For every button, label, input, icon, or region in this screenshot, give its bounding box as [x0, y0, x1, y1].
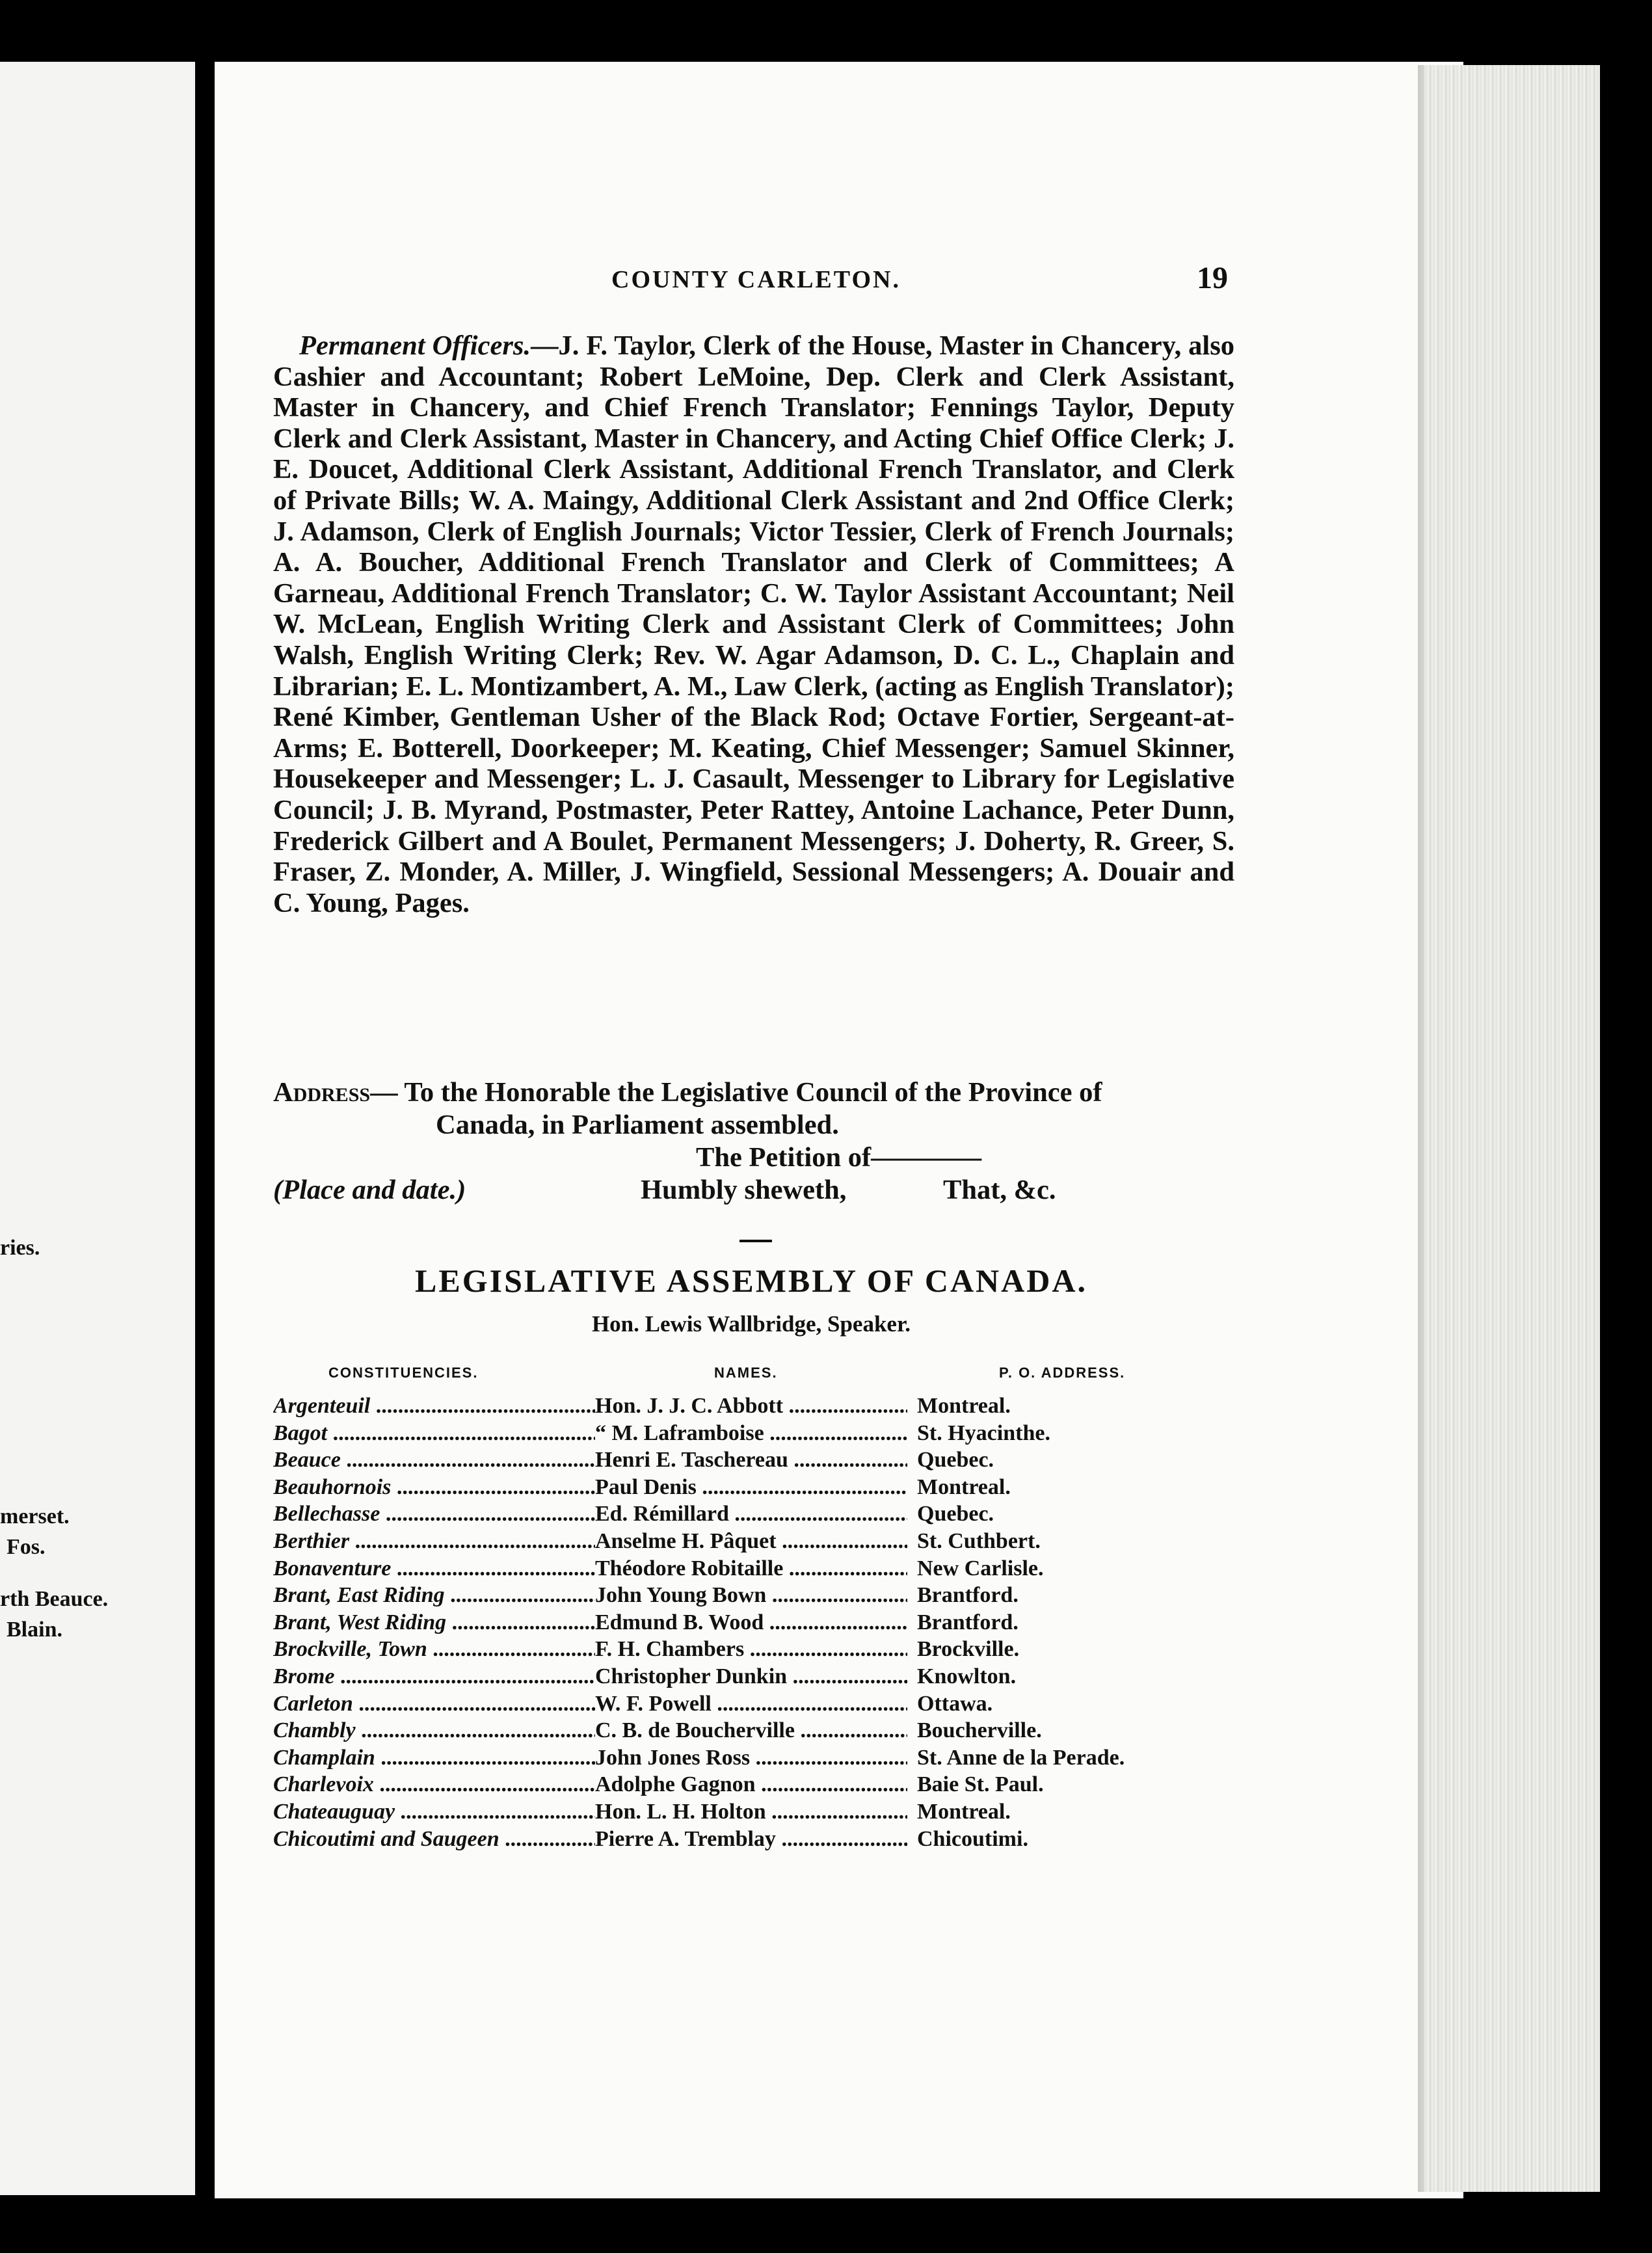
address-text: — To the Honorable the Legislative Council of the Province of: [370, 1077, 1102, 1108]
post-office: Brantford.: [917, 1610, 1019, 1634]
post-office: St. Hyacinthe.: [917, 1420, 1050, 1445]
table-row: [273, 1394, 1197, 1421]
post-office: Montreal.: [917, 1474, 1011, 1499]
left-page-fragment: [0, 62, 195, 2195]
address-form: [273, 1076, 1242, 1206]
constituency: Beauhornois: [273, 1474, 392, 1499]
post-office: Knowlton.: [917, 1664, 1017, 1688]
post-office: Quebec.: [917, 1502, 994, 1526]
constituency: Bagot: [273, 1420, 328, 1445]
table-row: [273, 1718, 1197, 1746]
officers-text: —J. F. Taylor, Clerk of the House, Master in Chancery, also Cashier and Accountant; Robert LeMoine, Dep. Clerk and Clerk Assistant, Master in Chancery, and Chief French Translator; Fennings Taylor, Deputy Clerk and Clerk Assistant, Master in Chancery, and Acting Chief Office Clerk; J. E. Doucet, Additional Clerk Assistant, Additional French Translator, and Clerk of Private Bills; W. A. Maingy, Additional Clerk Assistant and 2nd Office Clerk; J. Adamson, Clerk of English Journals; Victor Tessier, Clerk of French Journals; A. A. Boucher, Additional French Translator and Clerk of Committees; A Garneau, Additional French Translator; C. W. Taylor Assistant Accountant; Neil W. McLean, English Writing Clerk and Assistant Clerk of Committees; John Walsh, English Writing Clerk; Rev. W. Agar Adamson, D. C. L., Chaplain and Librarian; E. L. Montizambert, A. M., Law Clerk, (acting as English Translator); René Kimber, Gentleman Usher of the Black Rod; Octave Fortier, Sergeant-at-Arms; E. Botterell, Doorkeeper; M. Keating, Chief Messenger; Samuel Skinner, Housekeeper and Messenger; L. J. Casault, Messenger to Library for Legislative Council; J. B. Myrand, Postmaster, Peter Rattey, Antoine Lachance, Peter Dunn, Frederick Gilbert and A Boulet, Permanent Messengers; J. Doherty, R. Greer, S. Fraser, Z. Monder, A. Miller, J. Wingfield, Sessional Messengers; A. Douair and C. Young, Pages.: [273, 330, 1234, 918]
petition-line: The Petition of————: [696, 1142, 982, 1173]
constituency: Argenteuil: [273, 1394, 371, 1418]
post-office: Brockville.: [917, 1637, 1020, 1662]
post-office: Boucherville.: [917, 1718, 1042, 1743]
table-row: [273, 1502, 1197, 1529]
place-and-date: (Place and date.): [273, 1175, 466, 1205]
permanent-officers-paragraph: [273, 330, 1234, 918]
post-office: Baie St. Paul.: [917, 1772, 1044, 1797]
member-name: Hon. L. H. Holton: [595, 1799, 766, 1824]
post-office: Ottawa.: [917, 1691, 993, 1716]
post-office: Brantford.: [917, 1583, 1019, 1608]
constituency: Chateauguay: [273, 1799, 395, 1824]
assembly-speaker: Hon. Lewis Wallbridge, Speaker.: [591, 1311, 911, 1337]
column-header-names: NAMES.: [714, 1365, 778, 1381]
member-name: C. B. de Boucherville: [595, 1718, 795, 1743]
constituency: Brant, East Riding: [273, 1583, 445, 1608]
member-name: Théodore Robitaille: [595, 1556, 784, 1580]
table-row: [273, 1637, 1197, 1664]
table-row: [273, 1772, 1197, 1800]
table-row: [273, 1583, 1197, 1610]
member-name: Adolphe Gagnon: [595, 1772, 756, 1797]
member-name: Edmund B. Wood: [595, 1610, 764, 1634]
book-page-edges: [1424, 65, 1600, 2192]
constituency: Brockville, Town: [273, 1637, 427, 1662]
constituency: Carleton: [273, 1691, 353, 1716]
address-line-1: [273, 1076, 1242, 1109]
member-name: F. H. Chambers: [595, 1637, 745, 1662]
constituency: Chambly: [273, 1718, 356, 1743]
post-office: St. Anne de la Perade.: [917, 1745, 1125, 1770]
left-page-text: Fos.: [7, 1535, 46, 1559]
address-label: Address: [273, 1077, 371, 1108]
post-office: St. Cuthbert.: [917, 1528, 1041, 1553]
member-name: Ed. Rémillard: [595, 1502, 729, 1526]
column-header-constituencies: CONSTITUENCIES.: [328, 1365, 479, 1381]
table-row: [273, 1664, 1197, 1692]
table-row: [273, 1556, 1197, 1584]
member-name: John Young Bown: [595, 1583, 767, 1608]
section-divider: [739, 1240, 772, 1242]
constituency: Brome: [273, 1664, 335, 1688]
member-name: Pierre A. Tremblay: [595, 1826, 776, 1851]
table-row: [273, 1475, 1197, 1502]
address-line-2: Canada, in Parliament assembled.: [436, 1110, 839, 1140]
left-page-text: Blain.: [7, 1618, 62, 1642]
humbly-sheweth: Humbly sheweth,: [641, 1175, 847, 1205]
left-page-text: ries.: [0, 1236, 40, 1260]
left-page-text: merset.: [0, 1504, 70, 1528]
member-name: Henri E. Taschereau: [595, 1448, 788, 1473]
constituency: Bonaventure: [273, 1556, 392, 1580]
table-row: [273, 1692, 1197, 1719]
table-row: [273, 1529, 1197, 1556]
member-name: John Jones Ross: [595, 1745, 751, 1770]
left-page-text: rth Beauce.: [0, 1587, 109, 1611]
member-name: Hon. J. J. C. Abbott: [595, 1394, 784, 1418]
constituency: Brant, West Riding: [273, 1610, 447, 1634]
post-office: Chicoutimi.: [917, 1826, 1028, 1851]
constituency: Charlevoix: [273, 1772, 374, 1797]
table-row: [273, 1827, 1197, 1854]
constituency: Chicoutimi and Saugeen: [273, 1826, 500, 1851]
officers-lead: Permanent Officers.: [299, 330, 531, 361]
page-title: COUNTY CARLETON.: [611, 266, 901, 293]
table-row: [273, 1448, 1197, 1475]
member-roster: [273, 1394, 1197, 1854]
post-office: Montreal.: [917, 1394, 1011, 1418]
member-name: W. F. Powell: [595, 1691, 712, 1716]
table-row: [273, 1610, 1197, 1638]
constituency: Berthier: [273, 1528, 350, 1553]
member-name: Anselme H. Pâquet: [595, 1528, 777, 1553]
that-etc: That, &c.: [943, 1175, 1056, 1205]
assembly-title: LEGISLATIVE ASSEMBLY OF CANADA.: [415, 1262, 1087, 1299]
column-header-address: P. O. ADDRESS.: [999, 1365, 1126, 1381]
table-row: [273, 1800, 1197, 1827]
post-office: New Carlisle.: [917, 1556, 1044, 1580]
table-row: [273, 1746, 1197, 1773]
post-office: Montreal.: [917, 1799, 1011, 1824]
member-name: “ M. Laframboise: [595, 1420, 764, 1445]
member-name: Paul Denis: [595, 1474, 697, 1499]
page-number: 19: [1197, 261, 1228, 295]
member-name: Christopher Dunkin: [595, 1664, 788, 1688]
table-row: [273, 1421, 1197, 1448]
constituency: Beauce: [273, 1448, 341, 1473]
constituency: Bellechasse: [273, 1502, 380, 1526]
constituency: Champlain: [273, 1745, 375, 1770]
place-date-row: [273, 1174, 1242, 1206]
post-office: Quebec.: [917, 1448, 994, 1473]
